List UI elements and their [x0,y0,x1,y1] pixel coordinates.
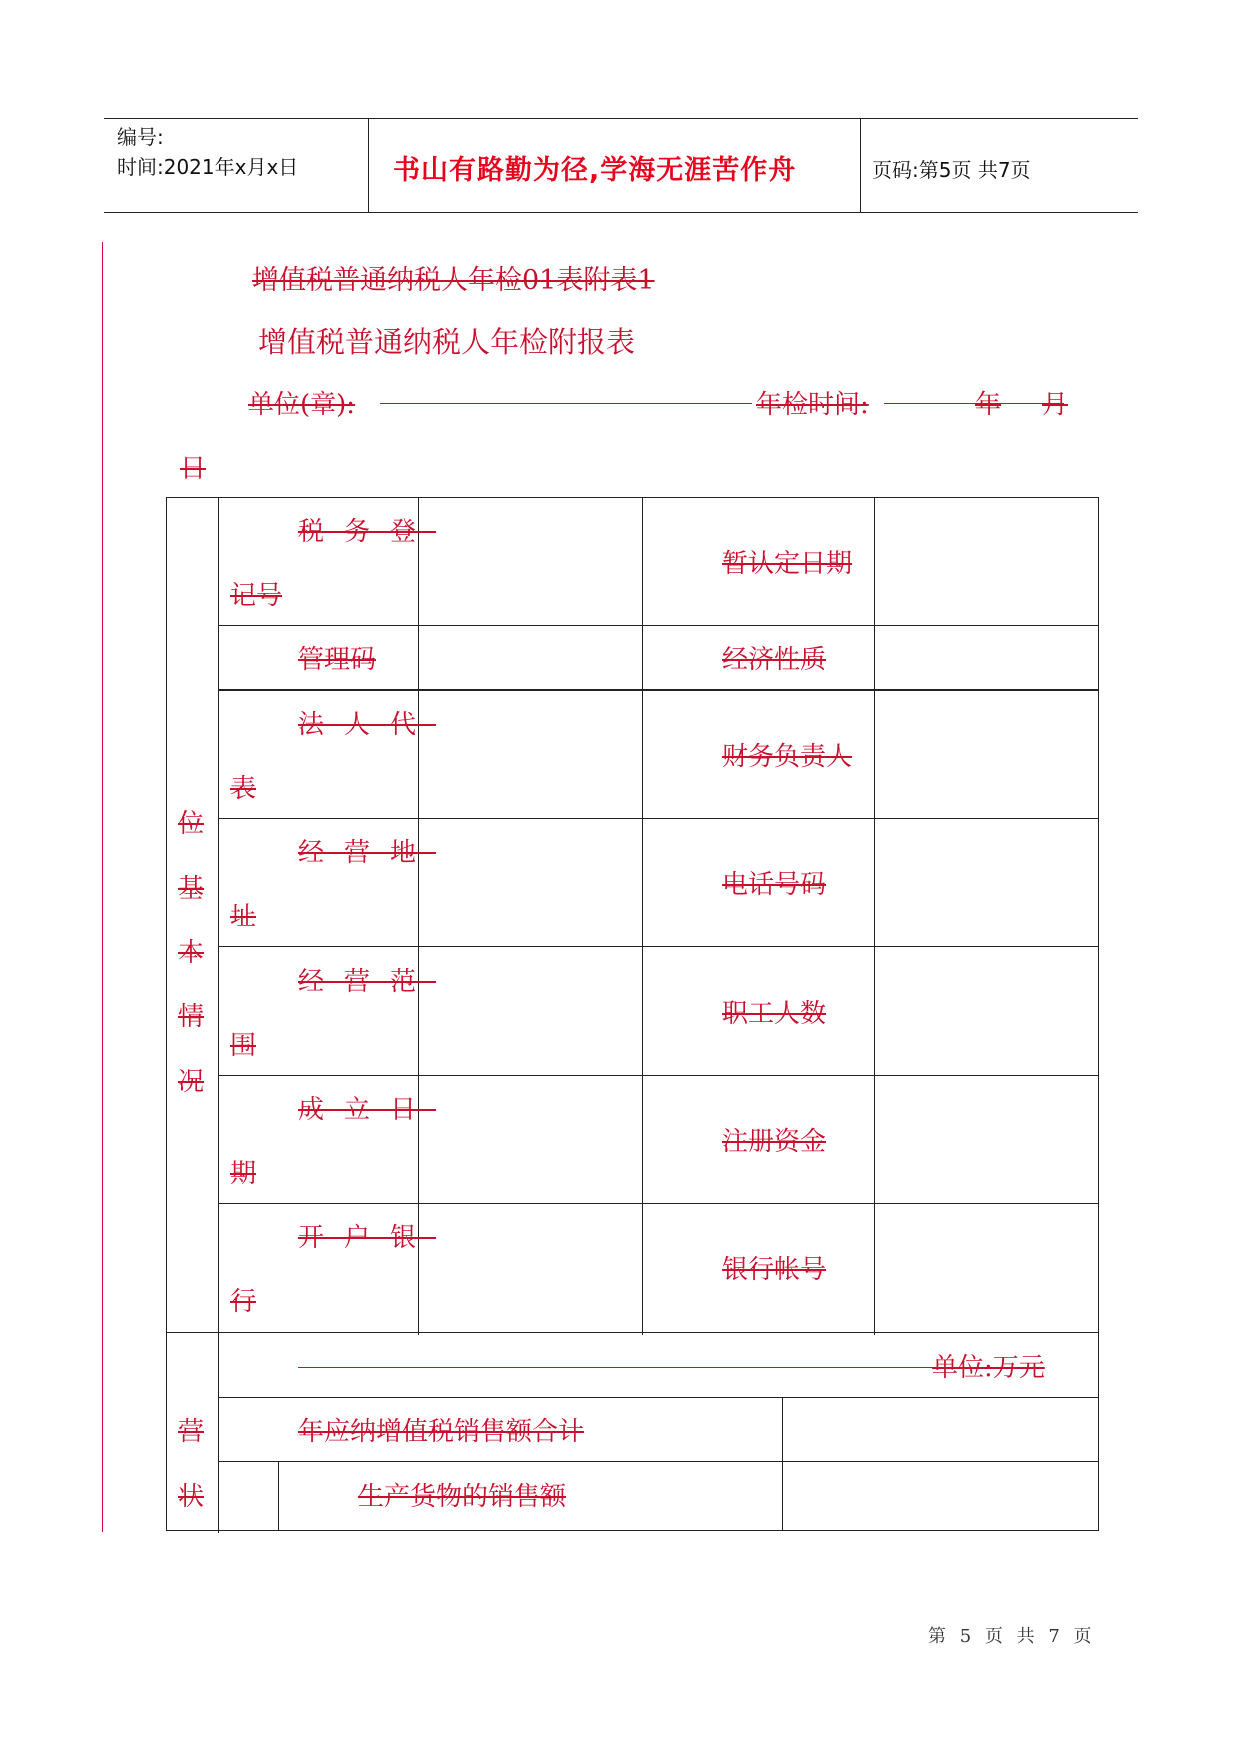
business-address-label-wrap: 址 [230,902,257,932]
section1-col-divider-2 [418,497,419,1335]
section2-col-divider-amount [782,1397,783,1531]
business-address-label: 经营地 [298,838,437,868]
tax-registration-label-wrap: 记号 [230,581,283,611]
management-code-label: 管理码 [298,645,377,675]
table-right-border [1098,497,1099,1531]
legal-representative-label: 法人代 [298,710,437,740]
unit-note-strike-line [298,1367,932,1368]
document-title: 增值税普通纳税人年检附报表 [258,325,636,359]
page-indicator: 页码:第5页 共7页 [872,158,1031,182]
unit-strike-line [380,403,752,404]
establish-date-label: 成立日 [298,1095,437,1125]
row-line-1 [218,625,1099,626]
phone-number-label: 电话号码 [722,870,827,900]
row-line-4 [218,946,1099,947]
section1-label-char-1: 位 [178,809,205,839]
document-subtitle: 增值税普通纳税人年检01表附表1 [252,265,655,296]
section2-label-char-2: 状 [178,1482,205,1512]
legal-representative-label-wrap: 表 [230,774,257,804]
year-char: 年 [975,390,1002,420]
unit-label: 单位(章): [248,390,356,420]
section2-col-divider-sub [278,1461,279,1531]
header-top-rule [104,118,1138,119]
section1-label-char-4: 情 [178,1002,205,1032]
document-time-label: 时间:2021年x月x日 [117,155,299,179]
motto-banner: 书山有路勤为径,学海无涯苦作舟 [393,155,797,186]
section-divider [166,1332,1099,1333]
section2-row-line-1 [218,1397,1099,1398]
header-bottom-rule [104,212,1138,213]
inspection-strike-line [884,403,1064,404]
section1-label-char-2: 基 [178,874,205,904]
finance-manager-label: 财务负责人 [722,742,853,772]
business-scope-label-wrap: 围 [230,1031,257,1061]
bank-account-label: 银行帐号 [722,1255,827,1285]
business-scope-label: 经营范 [298,967,437,997]
provisional-date-label: 暂认定日期 [722,549,853,579]
unit-note: 单位:万元 [932,1353,1045,1383]
row-line-6 [218,1203,1099,1204]
sales-total-label: 年应纳增值税销售额合计 [298,1417,585,1447]
day-char: 日 [180,454,207,484]
inspection-time-label: 年检时间: [756,390,869,420]
section1-col-divider-1 [218,497,219,1533]
bank-name-label-wrap: 行 [230,1287,257,1317]
page-footer: 第 5 页 共 7 页 [928,1626,1096,1647]
section1-col-divider-3 [642,497,643,1335]
section2-row-line-2 [218,1461,1099,1462]
bank-name-label: 开户银 [298,1223,437,1253]
header-divider-left [368,118,369,213]
document-number-label: 编号: [117,125,164,149]
table-left-border [166,497,167,1531]
registered-capital-label: 注册资金 [722,1127,827,1157]
table-top-border [166,497,1099,498]
economic-nature-label: 经济性质 [722,645,827,675]
table-bottom-border [166,1530,1099,1531]
section1-label-char-5: 况 [178,1067,205,1097]
goods-sales-label: 生产货物的销售额 [358,1482,567,1512]
row-line-2 [218,689,1099,691]
employee-count-label: 职工人数 [722,999,827,1029]
tax-registration-label: 税务登 [298,517,437,547]
month-char: 月 [1042,390,1069,420]
header-divider-right [860,118,861,213]
section1-col-divider-4 [874,497,875,1335]
row-line-3 [218,818,1099,819]
section1-label-char-3: 本 [178,938,205,968]
revision-bar [102,242,103,1532]
establish-date-label-wrap: 期 [230,1159,257,1189]
section2-label-char-1: 营 [178,1417,205,1447]
row-line-5 [218,1075,1099,1076]
